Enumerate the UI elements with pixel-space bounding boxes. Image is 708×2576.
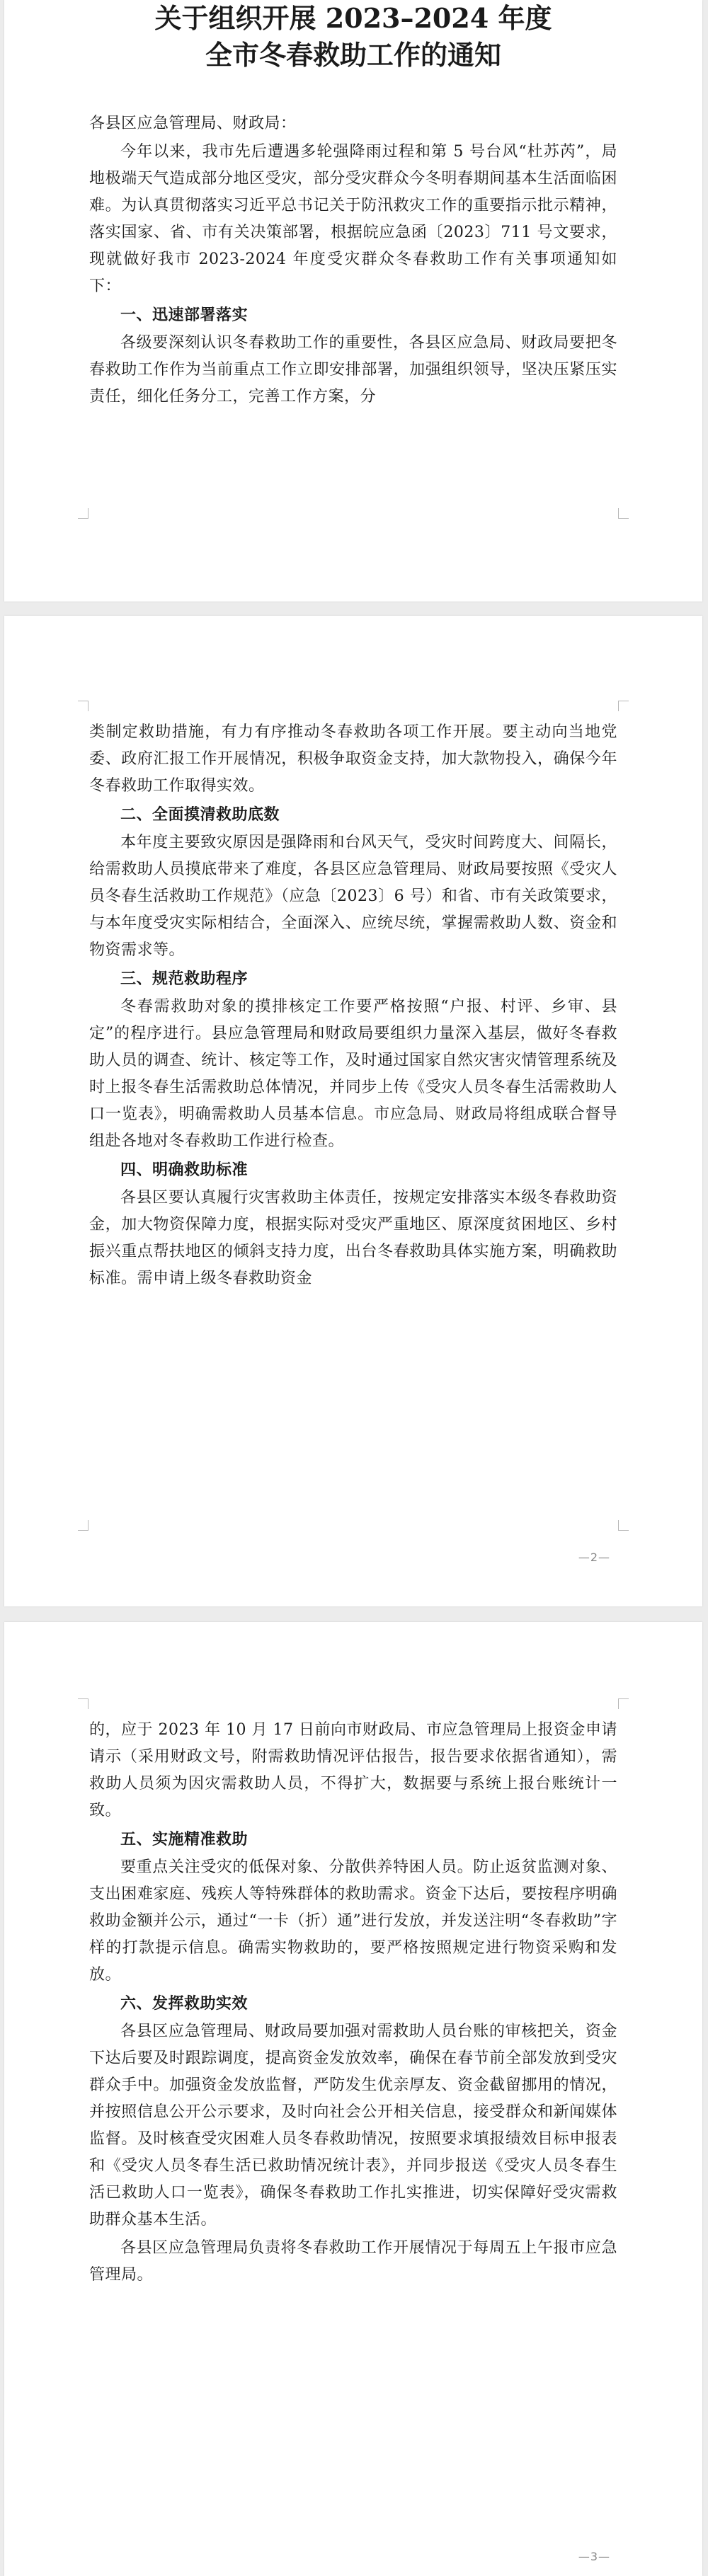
document-page-1 [4,0,702,602]
title-line-2: 全市冬春救助工作的通知 [205,39,501,71]
section-6-paragraph-1: 各县区应急管理局、财政局要加强对需救助人员台账的审核把关，资金下达后要及时跟踪调度，提高资金发放效率，确保在春节前全部发放到受灾群众手中。加强资金发放监督，严防发生优亲厚友、资金截留挪用的情况，并按照信息公开公示要求，及时向社会公开相关信息，接受群众和新闻媒体监督。及时核查受灾困难人员冬春救助情况，按照要求填报绩效目标申报表和《受灾人员冬春生活已救助情况统计表》，并同步报送《受灾人员冬春生活已救助人口一览表》，确保冬春救助工作扎实推进，切实保障好受灾需救助群众基本生活。 [89,2023,617,2229]
crop-mark [78,508,88,519]
document-title [89,0,617,74]
document-page-2 [4,616,702,1606]
section-heading-4: 四、明确救助标准 [120,1161,249,1179]
document-page-3 [4,1622,702,2576]
section-4-paragraph-part-2: 的，应于 2023 年 10 月 17 日前向市财政局、市应急管理局上报资金申请请示（采用财政文号，附需救助情况评估报告，报告要求依据省通知），需救助人员须为因灾需救助人员，不得扩大，数据要与系统上报台账统计一致。 [89,1721,617,1819]
addressee: 各县区应急管理局、财政局： [89,115,297,132]
section-1-paragraph-part-2: 类制定救助措施，有力有序推动冬春救助各项工作开展。要主动向当地党委、政府汇报工作开展情况，积极争取资金支持，加大款物投入，确保今年冬春救助工作取得实效。 [89,723,617,795]
page-number-2: —2— [578,1551,610,1564]
section-heading-2: 二、全面摸清救助底数 [120,805,280,824]
section-heading-3: 三、规范救助程序 [120,970,249,988]
section-5-paragraph: 要重点关注受灾的低保对象、分散供养特困人员。防止返贫监测对象、支出困难家庭、残疾人等特殊群体的救助需求。资金下达后，要按程序明确救助金额并公示，通过“一卡（折）通”进行发放，并发送注明“冬春救助”字样的打款提示信息。确需实物救助的，要严格按照规定进行物资采购和发放。 [89,1858,617,1984]
crop-mark [78,701,88,711]
page-number-3: —3— [578,2550,610,2563]
section-heading-6: 六、发挥救助实效 [120,1994,249,2013]
crop-mark [618,508,629,519]
crop-mark [618,1520,629,1531]
section-heading-1: 一、迅速部署落实 [120,306,249,324]
crop-mark [78,1698,88,1709]
section-2-paragraph: 本年度主要致灾原因是强降雨和台风天气，受灾时间跨度大、间隔长，给需救助人员摸底带来了难度，各县区应急管理局、财政局要按照《受灾人员冬春生活救助工作规范》（应急〔2023〕6 号）和省、市有关政策要求，与本年度受灾实际相结合，全面深入、应统尽统，掌握需救助人数、资金和物资需求等。 [89,834,617,959]
section-1-paragraph-part-1: 各级要深刻认识冬春救助工作的重要性，各县区应急局、财政局要把冬春救助工作作为当前重点工作立即安排部署，加强组织领导，坚决压紧压实责任，细化任务分工，完善工作方案，分 [89,334,617,406]
intro-paragraph: 今年以来，我市先后遭遇多轮强降雨过程和第 5 号台风“杜苏芮”，局地极端天气造成部分地区受灾，部分受灾群众今冬明春期间基本生活面临困难。为认真贯彻落实习近平总书记关于防汛救灾工作的重要指示批示精神，落实国家、省、市有关决策部署，根据皖应急函〔2023〕711 号文要求，现就做好我市 2023-2024 年度受灾群众冬春救助工作有关事项通知如下： [89,143,617,295]
section-heading-5: 五、实施精准救助 [120,1830,249,1848]
crop-mark [78,1520,88,1531]
crop-mark [618,701,629,711]
section-3-paragraph: 冬春需救助对象的摸排核定工作要严格按照“户报、村评、乡审、县定”的程序进行。县应急管理局和财政局要组织力量深入基层，做好冬春救助人员的调查、统计、核定等工作，及时通过国家自然灾害灾情管理系统及时上报冬春生活需救助总体情况，并同步上传《受灾人员冬春生活需救助人口一览表》，明确需救助人员基本信息。市应急局、财政局将组成联合督导组赴各地对冬春救助工作进行检查。 [89,998,617,1150]
section-4-paragraph-part-1: 各县区要认真履行灾害救助主体责任，按规定安排落实本级冬春救助资金，加大物资保障力度，根据实际对受灾严重地区、原深度贫困地区、乡村振兴重点帮扶地区的倾斜支持力度，出台冬春救助具体实施方案，明确救助标准。需申请上级冬春救助资金 [89,1189,617,1287]
title-line-1: 关于组织开展 2023–2024 年度 [154,2,552,34]
section-6-paragraph-2: 各县区应急管理局负责将冬春救助工作开展情况于每周五上午报市应急管理局。 [89,2239,617,2284]
crop-mark [618,1698,629,1709]
